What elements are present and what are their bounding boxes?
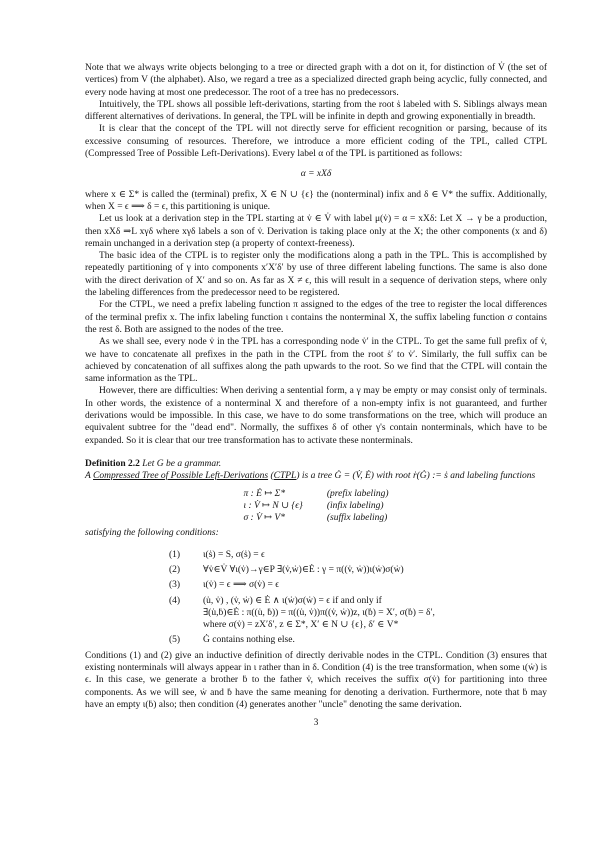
paragraph-node-correspondence: As we shall see, every node v̇ in the TPL has a corresponding node v̇′ in the CTPL. To get the same full prefix of v̇, we have to concatenate all prefixes in the path in the CTPL from the root ṡ′ to v̇′. Similarly, the full suffix can be achieved by concatenation of all suffixes along the path upwards to the root. So we find that the CTPL will contain the same information as the TPL.	[85, 337, 547, 385]
paragraph-derivation-step: Let us look at a derivation step in the TPL starting at v̇ ∈ V̇ with label μ(v̇) = α = xXδ: Let X → γ be a production, then xXδ ⇒L xγδ where xγδ labels a son of v̇. Derivation is taking place only at the X; the other components (x and δ) remain unchanged in a derivation step (a property of context-freeness).	[85, 214, 547, 249]
condition-3-line: ι(v̇) = ϵ ⟹ σ(v̇) = ϵ	[203, 580, 280, 591]
paragraph-tpl-intuition: Intuitively, the TPL shows all possible left-derivations, starting from the root ṡ labeled with S. Siblings always mean different alternatives of derivations. In general, the TPL will be infinite in depth and growing exponentially in breadth.	[85, 99, 547, 123]
suffix-labeling-label: (suffix labeling)	[326, 513, 388, 524]
prefix-labeling-label: (prefix labeling)	[326, 488, 389, 499]
condition-4-line-3: where σ(v̇) = zX′δ′, z ∈ Σ*, X′ ∈ N ∪ {ϵ}, δ′ ∈ V*	[203, 620, 399, 631]
paragraph-tree-notation: Note that we always write objects belonging to a tree or directed graph with a dot on it, for distinction of V̇ (the set of vertices) from V (the alphabet). Also, we regard a tree as a specialized directed graph being acyclic, fully connected, and every node having at most one predecessor. The root of a tree has no predecessors.	[85, 63, 547, 98]
definition-heading-line	[85, 458, 547, 470]
labeling-functions-table	[243, 488, 388, 525]
condition-5-line: Ġ contains nothing else.	[203, 635, 295, 646]
condition-3-number: (3)	[169, 580, 181, 591]
definition-intro: Let G be a grammar.	[142, 458, 222, 469]
definition-statement-mid: (	[268, 471, 274, 482]
condition-4-line-1: (u̇, v̇) , (v̇, ẇ) ∈ Ė ∧ ι(ẇ)σ(ẇ) = ϵ if and only if	[203, 595, 382, 606]
condition-4-body	[191, 595, 435, 632]
condition-5	[169, 634, 547, 646]
equation-alpha-partition: α = xXδ	[300, 169, 332, 180]
satisfying-conditions-line: satisfying the following conditions:	[85, 528, 219, 539]
condition-4	[169, 595, 547, 632]
paragraph-partition-explanation: where x ∈ Σ* is called the (terminal) prefix, X ∈ N ∪ {ϵ} the (nonterminal) infix and δ ∈ V* the suffix. Additionally, when X = ϵ ⟹ δ = ϵ, this partitioning is unique.	[85, 189, 547, 212]
definition-2-2-block	[85, 458, 547, 647]
condition-2-number: (2)	[169, 564, 181, 575]
infix-labeling-label: (infix labeling)	[326, 500, 384, 511]
condition-1-line: ι(ṡ) = S, σ(ṡ) = ϵ	[203, 549, 265, 560]
paragraph-ctpl-introduction: It is clear that the concept of the TPL will not directly serve for efficient recognition or parsing, because of its excessive consuming of resources. Therefore, we introduce a more efficient coding of the TPL, called CTPL (Compressed Tree of Possible Left-Derivations). Every label α of the TPL is partitioned as follows:	[85, 124, 547, 160]
condition-5-body	[191, 634, 295, 646]
definition-statement-post: ) is a tree Ġ = (V̇, Ė) with root ṙ(Ġ) := ṡ and labeling functions	[296, 471, 536, 482]
definition-number: Definition 2.2	[85, 458, 140, 469]
condition-2-line: ∀v̇∈V̇ ∀ι(v̇)→γ∈P ∃(v̇,ẇ)∈Ė : γ = π((v̇, ẇ))ι(ẇ)σ(ẇ)	[203, 564, 404, 575]
paragraph-labeling-functions: For the CTPL, we need a prefix labeling function π assigned to the edges of the tree to register the local differences of the terminal prefix x. The infix labeling function ι contains the nonterminal X, the suffix labeling function σ contains the rest δ. Both are assigned to the nodes of the tree.	[85, 300, 547, 335]
prefix-labeling-formula: π : Ė ↦ Σ*	[243, 488, 286, 499]
conditions-list	[169, 549, 547, 647]
suffix-labeling-formula: σ : V̇ ↦ V*	[243, 513, 285, 524]
condition-4-number: (4)	[169, 595, 181, 606]
condition-1-number: (1)	[169, 549, 181, 560]
definition-acronym-underlined: CTPL	[273, 471, 297, 482]
infix-labeling-formula: ι : V̇ ↦ N ∪ {ϵ}	[243, 500, 303, 511]
condition-3-body	[191, 579, 279, 591]
page-number: 3	[313, 718, 319, 729]
condition-2	[169, 564, 547, 576]
definition-statement-pre: A	[85, 471, 94, 482]
condition-5-number: (5)	[169, 635, 181, 646]
condition-1-body	[191, 549, 265, 561]
definition-statement	[85, 470, 547, 482]
paragraph-conditions-discussion: Conditions (1) and (2) give an inductive definition of directly derivable nodes in the CTPL. Condition (3) ensures that existing nonterminals will always appear in ι rather than in δ. Condition (4) is the tree transformation, when some ι(ẇ) is ϵ. In this case, we generate a brother ḃ to the father v̇, which receives the suffix σ(v̇) for partitioning into three components. As we will see, ẇ and ḃ have the same meaning for denoting a derivation. Furthermore, note that ḃ may have an empty ι(ḃ) also; then condition (4) generates another "uncle" denoting the same derivation.	[85, 650, 547, 710]
condition-2-body	[191, 564, 404, 576]
condition-1	[169, 549, 547, 561]
page-content	[85, 62, 547, 730]
paragraph-ctpl-basic-idea: The basic idea of the CTPL is to register only the modifications along a path in the TPL. This is accomplished by repeatedly partitioning of γ into components x′X′δ′ by use of three different labeling functions. The same is also done with the direct derivation of X′ and so on. As far as X ≠ ϵ, this will result in a sequence of derivation steps, where only the labeling differences from the predecessor need to be registered.	[85, 251, 547, 299]
condition-3	[169, 579, 547, 591]
condition-4-line-2: ∃(u̇,ḃ)∈Ė : π((u̇, ḃ)) = π((u̇, v̇))π((v̇, ẇ))z, ι(ḃ) = X′, σ(ḃ) = δ′,	[203, 607, 435, 618]
paragraph-difficulties: However, there are difficulties: When deriving a sentential form, a γ may be empty or may consist only of terminals. In other words, the existence of a nonterminal X and therefore of a non-empty infix is not guaranteed, and further derivations would be impossible. In this case, we have to do some transformations on the tree, which will produce an equivalent subtree for the "dead end". Normally, the suffixes δ of other γ's contain nonterminals, which have to be expanded. So it is clear that our tree transformation has to activate these nonterminals.	[85, 386, 547, 446]
definition-term-underlined: Compressed Tree of Possible Left-Derivations	[93, 471, 269, 482]
